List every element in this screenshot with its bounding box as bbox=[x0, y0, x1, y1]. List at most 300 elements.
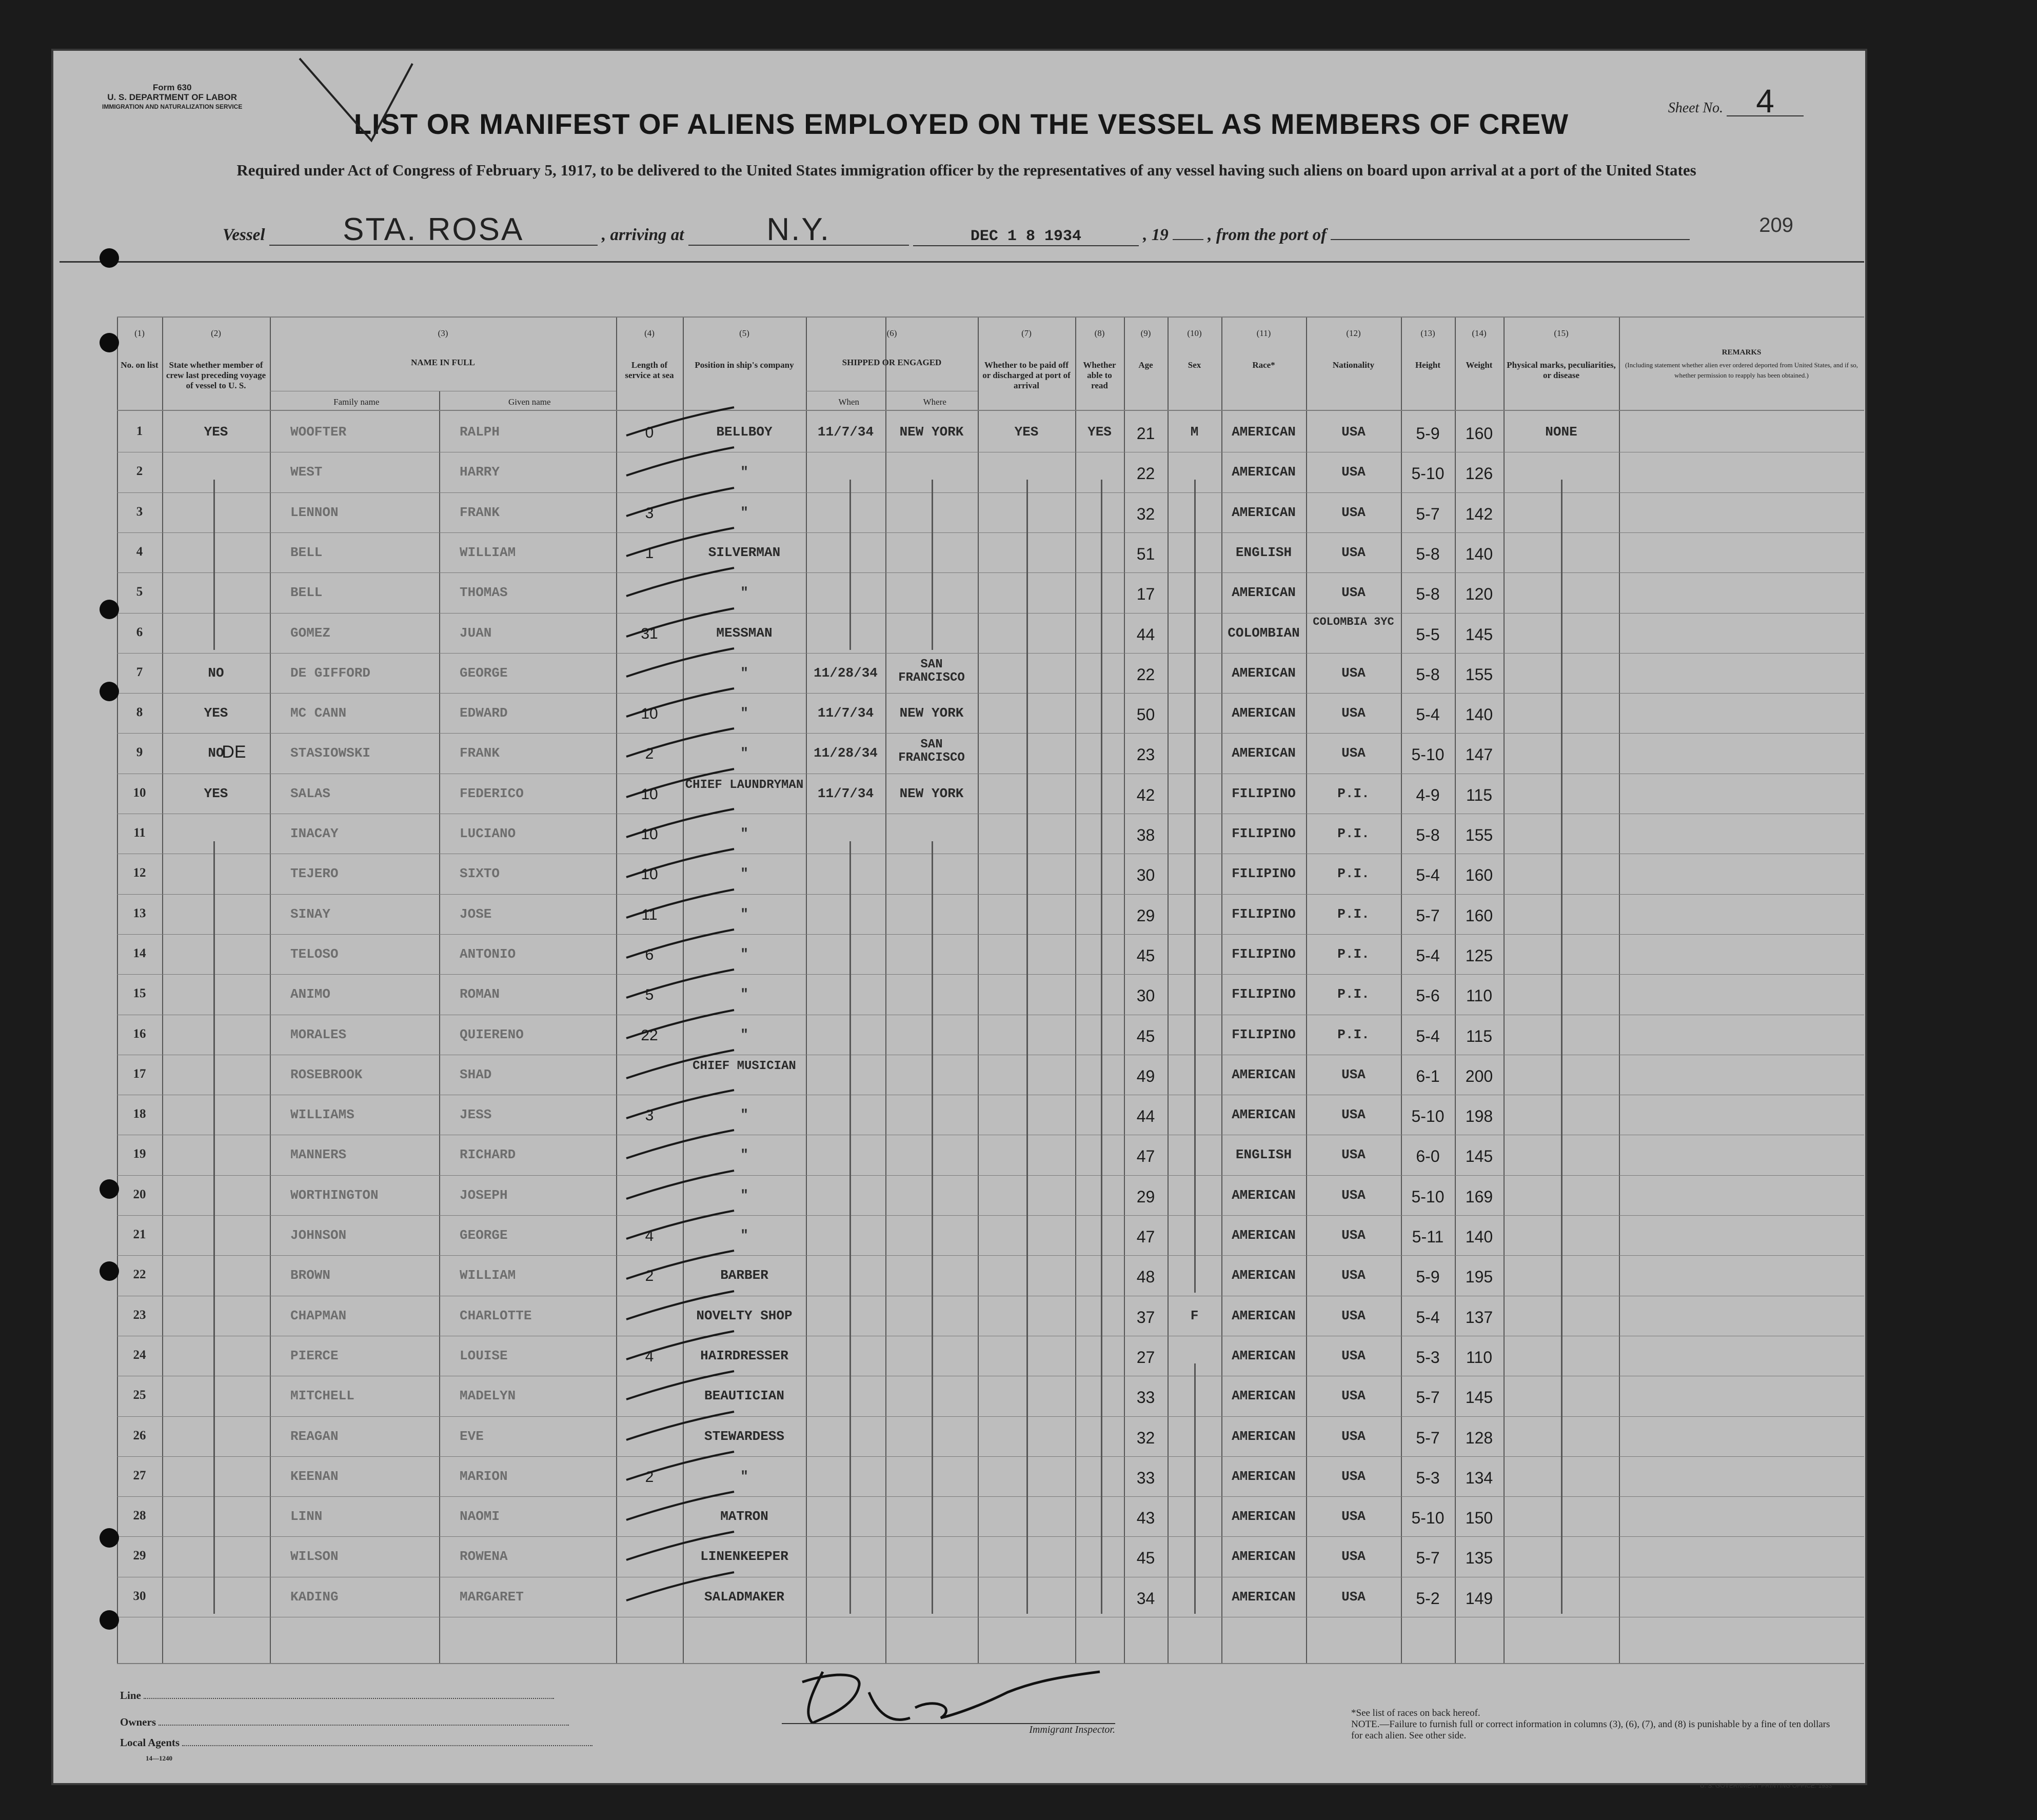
column-header: No. on list bbox=[121, 360, 159, 370]
cell-age: 30 bbox=[1136, 986, 1155, 1005]
cell-given: CHARLOTTE bbox=[460, 1308, 532, 1323]
row-rule bbox=[117, 1496, 1864, 1497]
cell-weight: 149 bbox=[1465, 1589, 1493, 1608]
checkoff-slash bbox=[616, 887, 749, 923]
cell-position: HAIRDRESSER bbox=[700, 1348, 788, 1363]
cell-nat: USA bbox=[1341, 745, 1366, 761]
cell-nat: USA bbox=[1341, 464, 1366, 480]
cell-given: RALPH bbox=[460, 424, 500, 440]
cell-weight: 140 bbox=[1465, 1228, 1493, 1246]
cell-nat: USA bbox=[1341, 1228, 1366, 1243]
cell-race: AMERICAN bbox=[1232, 1589, 1296, 1605]
cell-height: 5-4 bbox=[1416, 946, 1440, 965]
column-divider bbox=[162, 316, 163, 1663]
cell-race: FILIPINO bbox=[1232, 1026, 1296, 1042]
column-number: (12) bbox=[1346, 328, 1361, 338]
cell-family: LINN bbox=[290, 1509, 323, 1525]
cell-given: EVE bbox=[460, 1428, 484, 1444]
cell-position: " bbox=[740, 585, 748, 601]
cell-given: NAOMI bbox=[460, 1509, 500, 1525]
binder-hole bbox=[100, 333, 119, 352]
cell-given: MARION bbox=[460, 1468, 508, 1484]
column-number: (9) bbox=[1140, 328, 1151, 338]
line-label: Line bbox=[120, 1689, 141, 1702]
cell-no: 16 bbox=[133, 1026, 146, 1041]
cell-height: 5-9 bbox=[1416, 1268, 1440, 1287]
checkoff-slash bbox=[616, 1168, 749, 1204]
vessel-line bbox=[223, 212, 1690, 247]
cell-nat: P.I. bbox=[1337, 866, 1370, 882]
cell-height: 5-7 bbox=[1416, 504, 1440, 523]
cell-race: AMERICAN bbox=[1232, 504, 1296, 520]
cell-height: 5-10 bbox=[1411, 464, 1445, 483]
cell-race: AMERICAN bbox=[1232, 1509, 1296, 1525]
ditto-stroke bbox=[932, 480, 933, 650]
cell-height: 5-7 bbox=[1416, 1388, 1440, 1407]
cell-weight: 160 bbox=[1465, 866, 1493, 885]
binder-hole bbox=[100, 1179, 119, 1199]
cell-race: AMERICAN bbox=[1232, 1107, 1296, 1123]
ditto-stroke bbox=[1194, 1363, 1196, 1614]
cell-race: AMERICAN bbox=[1232, 1549, 1296, 1565]
line-blank bbox=[144, 1698, 554, 1699]
cell-prev: YES bbox=[204, 705, 228, 721]
binder-hole bbox=[100, 600, 119, 619]
cell-family: BROWN bbox=[290, 1268, 331, 1283]
cell-height: 6-0 bbox=[1416, 1147, 1440, 1166]
from-port-field bbox=[1331, 239, 1690, 240]
cell-service: 2 bbox=[645, 1468, 654, 1486]
cell-height: 5-4 bbox=[1416, 705, 1440, 724]
cell-given: WILLIAM bbox=[460, 1268, 516, 1283]
cell-given: QUIERENO bbox=[460, 1026, 524, 1042]
cell-where: NEW YORK bbox=[899, 705, 964, 721]
cell-family: BELL bbox=[290, 544, 323, 560]
cell-no: 24 bbox=[133, 1348, 146, 1362]
cell-height: 6-1 bbox=[1416, 1066, 1440, 1085]
cell-position: " bbox=[740, 504, 748, 520]
cell-no: 10 bbox=[133, 785, 146, 800]
cell-family: GOMEZ bbox=[290, 625, 331, 641]
cell-age: 22 bbox=[1136, 464, 1155, 483]
checkoff-slash bbox=[616, 525, 749, 561]
cell-where: SAN FRANCISCO bbox=[898, 738, 965, 765]
row-rule bbox=[117, 572, 1864, 573]
cell-prev: NO bbox=[208, 745, 224, 761]
cell-position: " bbox=[740, 1468, 748, 1484]
cell-age: 17 bbox=[1136, 585, 1155, 604]
cell-service: 3 bbox=[645, 1107, 654, 1124]
cell-family: CHAPMAN bbox=[290, 1308, 347, 1323]
checkoff-slash bbox=[616, 1289, 749, 1324]
cell-age: 37 bbox=[1136, 1308, 1155, 1327]
cell-where: SAN FRANCISCO bbox=[898, 657, 965, 685]
cell-weight: 115 bbox=[1466, 785, 1492, 804]
column-number: (11) bbox=[1256, 328, 1271, 338]
cell-service: 5 bbox=[645, 986, 654, 1004]
cell-nat: USA bbox=[1341, 1388, 1366, 1404]
sheet-no-value: 4 bbox=[1727, 87, 1804, 116]
cell-service: 10 bbox=[641, 705, 658, 723]
cell-where: NEW YORK bbox=[899, 424, 964, 440]
cell-height: 5-10 bbox=[1411, 1107, 1445, 1126]
cell-position: BARBER bbox=[720, 1268, 768, 1283]
cell-age: 30 bbox=[1136, 866, 1155, 885]
cell-race: FILIPINO bbox=[1232, 946, 1296, 962]
binder-hole bbox=[100, 1528, 119, 1548]
ditto-stroke bbox=[1101, 480, 1102, 1614]
row-rule bbox=[117, 894, 1864, 895]
cell-given: SIXTO bbox=[460, 866, 500, 882]
checkoff-slash bbox=[616, 927, 749, 963]
cell-family: ROSEBROOK bbox=[290, 1066, 363, 1082]
row-rule bbox=[117, 1416, 1864, 1417]
cell-height: 5-7 bbox=[1416, 1428, 1440, 1447]
races-note: *See list of races on back hereof. bbox=[1351, 1708, 1480, 1718]
column-header: Physical marks, peculiarities, or disease bbox=[1507, 360, 1616, 380]
cell-no: 28 bbox=[133, 1509, 146, 1523]
owners-label: Owners bbox=[120, 1716, 156, 1728]
cell-prev: YES bbox=[204, 785, 228, 801]
cell-age: 34 bbox=[1136, 1589, 1155, 1608]
column-header: Length of service at sea bbox=[625, 360, 674, 380]
cell-service: 4 bbox=[645, 1348, 654, 1365]
cell-nat: COLOMBIA 3YC bbox=[1313, 615, 1394, 628]
header-bottom-rule bbox=[117, 410, 1864, 411]
cell-age: 32 bbox=[1136, 504, 1155, 523]
cell-given: FRANK bbox=[460, 504, 500, 520]
column-divider bbox=[1168, 316, 1169, 1663]
cell-family: KADING bbox=[290, 1589, 339, 1605]
column-number: (5) bbox=[739, 328, 749, 338]
cell-race: AMERICAN bbox=[1232, 745, 1296, 761]
cell-no: 5 bbox=[136, 585, 143, 599]
cell-no: 30 bbox=[133, 1589, 146, 1603]
cell-no: 12 bbox=[133, 866, 146, 880]
cell-position: " bbox=[740, 1107, 748, 1123]
checkoff-slash bbox=[616, 1007, 749, 1043]
cell-position: BEAUTICIAN bbox=[704, 1388, 785, 1404]
cell-family: SINAY bbox=[290, 906, 331, 922]
cell-weight: 200 bbox=[1465, 1066, 1493, 1085]
column-header: Nationality bbox=[1332, 360, 1375, 370]
cell-no: 6 bbox=[136, 625, 143, 639]
cell-position: " bbox=[740, 705, 748, 721]
cell-weight: 145 bbox=[1465, 1388, 1493, 1407]
cell-given: JOSE bbox=[460, 906, 492, 922]
cell-weight: 195 bbox=[1465, 1268, 1493, 1287]
cell-weight: 169 bbox=[1465, 1187, 1493, 1206]
cell-service: 2 bbox=[645, 745, 654, 763]
column-number: (4) bbox=[644, 328, 655, 338]
cell-prev: NO bbox=[208, 665, 224, 681]
date-stamp: DEC 1 8 1934 bbox=[913, 228, 1139, 246]
cell-position: " bbox=[740, 906, 748, 922]
cell-race: AMERICAN bbox=[1232, 665, 1296, 681]
cell-no: 13 bbox=[133, 906, 146, 920]
cell-given: RICHARD bbox=[460, 1147, 516, 1163]
cell-weight: 120 bbox=[1465, 585, 1493, 604]
check-mark bbox=[294, 53, 428, 151]
row-rule bbox=[117, 492, 1864, 493]
row-rule bbox=[117, 653, 1864, 654]
cell-service: 10 bbox=[641, 826, 658, 843]
cell-nat: P.I. bbox=[1337, 785, 1370, 801]
checkoff-slash bbox=[616, 646, 749, 682]
cell-position: " bbox=[740, 665, 748, 681]
checkoff-slash bbox=[616, 967, 749, 1003]
cell-service: 1 bbox=[645, 544, 654, 562]
column-header: Sex bbox=[1188, 360, 1201, 370]
cell-height: 4-9 bbox=[1416, 785, 1440, 804]
cell-position: " bbox=[740, 946, 748, 962]
cell-position: " bbox=[740, 1147, 748, 1163]
cell-position: " bbox=[740, 866, 748, 882]
cell-nat: USA bbox=[1341, 1066, 1366, 1082]
cell-height: 5-10 bbox=[1411, 1187, 1445, 1206]
cell-height: 5-8 bbox=[1416, 665, 1440, 684]
cell-nat: P.I. bbox=[1337, 986, 1370, 1002]
cell-age: 51 bbox=[1136, 544, 1155, 563]
cell-nat: P.I. bbox=[1337, 906, 1370, 922]
checkoff-slash bbox=[616, 1529, 749, 1565]
cell-age: 33 bbox=[1136, 1388, 1155, 1407]
cell-given: LOUISE bbox=[460, 1348, 508, 1363]
cell-nat: USA bbox=[1341, 1147, 1366, 1163]
cell-family: JOHNSON bbox=[290, 1228, 347, 1243]
cell-position: " bbox=[740, 826, 748, 841]
cell-position: NOVELTY SHOP bbox=[696, 1308, 793, 1323]
cell-position: SILVERMAN bbox=[708, 544, 781, 560]
checkoff-slash bbox=[616, 1369, 749, 1404]
column-number: (3) bbox=[438, 328, 448, 338]
cell-race: FILIPINO bbox=[1232, 785, 1296, 801]
cell-race: ENGLISH bbox=[1235, 1147, 1292, 1163]
checkoff-slash bbox=[616, 806, 749, 842]
row-rule bbox=[117, 934, 1864, 935]
row-rule bbox=[117, 733, 1864, 734]
ditto-stroke bbox=[213, 841, 215, 1614]
manifest-sheet bbox=[51, 49, 1867, 1789]
cell-service: 10 bbox=[641, 785, 658, 803]
column-divider bbox=[270, 316, 271, 1663]
cell-nat: USA bbox=[1341, 1348, 1366, 1363]
inspector-label: Immigrant Inspector. bbox=[1029, 1724, 1115, 1735]
cell-weight: 115 bbox=[1466, 1026, 1492, 1045]
cell-family: WEST bbox=[290, 464, 323, 480]
cell-family: INACAY bbox=[290, 826, 339, 841]
owners-field bbox=[120, 1709, 592, 1735]
cell-nat: USA bbox=[1341, 544, 1366, 560]
cell-height: 5-3 bbox=[1416, 1468, 1440, 1487]
cell-service: 2 bbox=[645, 1268, 654, 1285]
cell-given: JESS bbox=[460, 1107, 492, 1123]
year-field bbox=[1173, 239, 1203, 240]
cell-weight: 145 bbox=[1465, 625, 1493, 644]
cell-nat: USA bbox=[1341, 1428, 1366, 1444]
cell-weight: 147 bbox=[1465, 745, 1493, 764]
cell-family: STASIOWSKI bbox=[290, 745, 371, 761]
cell-nat: USA bbox=[1341, 1268, 1366, 1283]
cell-given: GEORGE bbox=[460, 1228, 508, 1243]
cell-no: 8 bbox=[136, 705, 143, 720]
cell-position: " bbox=[740, 1228, 748, 1243]
column-number: (1) bbox=[134, 328, 145, 338]
column-header: Height bbox=[1415, 360, 1441, 370]
ditto-stroke bbox=[213, 480, 215, 650]
cell-weight: 150 bbox=[1465, 1509, 1493, 1528]
column-header: REMARKS bbox=[1722, 348, 1762, 357]
cell-age: 32 bbox=[1136, 1428, 1155, 1447]
binder-hole bbox=[100, 682, 119, 701]
penalty-note: NOTE.—Failure to furnish full or correct information in columns (3), (6), (7), and (8) is punishable by a fine of ten dollars for each alien. See other side. bbox=[1351, 1719, 1830, 1741]
cell-weight: 126 bbox=[1465, 464, 1493, 483]
cell-given: SHAD bbox=[460, 1066, 492, 1082]
owners-blank bbox=[159, 1725, 569, 1726]
cell-nat: USA bbox=[1341, 504, 1366, 520]
subcolumn-divider bbox=[885, 391, 886, 1663]
cell-nat: P.I. bbox=[1337, 1026, 1370, 1042]
cell-service: 0 bbox=[645, 424, 654, 441]
cell-age: 44 bbox=[1136, 625, 1155, 644]
cell-age: 22 bbox=[1136, 665, 1155, 684]
service-name: IMMIGRATION AND NATURALIZATION SERVICE bbox=[102, 103, 243, 110]
cell-nat: USA bbox=[1341, 705, 1366, 721]
row-rule bbox=[117, 1255, 1864, 1256]
cell-age: 29 bbox=[1136, 906, 1155, 925]
cell-marks: NONE bbox=[1545, 424, 1577, 440]
cell-race: AMERICAN bbox=[1232, 1228, 1296, 1243]
cell-given: ROMAN bbox=[460, 986, 500, 1002]
checkoff-slash bbox=[616, 846, 749, 882]
cell-no: 23 bbox=[133, 1308, 146, 1322]
cell-position: LINENKEEPER bbox=[700, 1549, 788, 1565]
row-rule bbox=[117, 613, 1864, 614]
cell-age: 27 bbox=[1136, 1348, 1155, 1367]
arriving-label: , arriving at bbox=[602, 226, 684, 244]
cell-race: AMERICAN bbox=[1232, 1187, 1296, 1203]
cell-race: FILIPINO bbox=[1232, 866, 1296, 882]
cell-nat: USA bbox=[1341, 665, 1366, 681]
cell-read: YES bbox=[1087, 424, 1112, 440]
cell-service: 4 bbox=[645, 1228, 654, 1244]
ditto-stroke bbox=[1026, 480, 1028, 1614]
column-subheader: When bbox=[838, 397, 860, 407]
cell-when: 11/28/34 bbox=[814, 665, 878, 681]
vessel-label: Vessel bbox=[223, 226, 265, 244]
arriving-port: N.Y. bbox=[688, 215, 909, 246]
cell-height: 5-4 bbox=[1416, 1026, 1440, 1045]
cell-race: AMERICAN bbox=[1232, 1308, 1296, 1323]
cell-weight: 134 bbox=[1465, 1468, 1493, 1487]
cell-race: FILIPINO bbox=[1232, 986, 1296, 1002]
header-top-rule bbox=[117, 316, 1864, 318]
cell-age: 42 bbox=[1136, 785, 1155, 804]
checkoff-slash bbox=[616, 1489, 749, 1525]
checkoff-slash bbox=[616, 726, 749, 762]
cell-service: 22 bbox=[641, 1026, 658, 1044]
checkoff-slash bbox=[616, 405, 749, 441]
cell-no: 19 bbox=[133, 1147, 146, 1161]
cell-height: 5-7 bbox=[1416, 1549, 1440, 1568]
column-divider bbox=[1619, 316, 1620, 1663]
column-divider bbox=[978, 316, 979, 1663]
checkoff-slash bbox=[616, 766, 749, 802]
cell-given: FRANK bbox=[460, 745, 500, 761]
form-number: Form 630 bbox=[152, 83, 192, 92]
cell-prev: YES bbox=[204, 424, 228, 440]
cell-no: 22 bbox=[133, 1268, 146, 1282]
cell-weight: 128 bbox=[1465, 1428, 1493, 1447]
cell-age: 44 bbox=[1136, 1107, 1155, 1126]
cell-sex: M bbox=[1190, 424, 1199, 440]
cell-family: WORTHINGTON bbox=[290, 1187, 379, 1203]
cell-weight: 137 bbox=[1465, 1308, 1493, 1327]
cell-no: 26 bbox=[133, 1428, 146, 1442]
checkoff-slash bbox=[616, 1208, 749, 1244]
column-number: (7) bbox=[1021, 328, 1032, 338]
cell-height: 5-4 bbox=[1416, 1308, 1440, 1327]
cell-no: 14 bbox=[133, 946, 146, 960]
cell-height: 5-7 bbox=[1416, 906, 1440, 925]
cell-height: 5-5 bbox=[1416, 625, 1440, 644]
cell-family: REAGAN bbox=[290, 1428, 339, 1444]
cell-when: 11/7/34 bbox=[817, 785, 874, 801]
cell-weight: 140 bbox=[1465, 544, 1493, 563]
cell-service: 10 bbox=[641, 866, 658, 883]
column-subheader: Family name bbox=[333, 397, 380, 407]
cell-no: 9 bbox=[136, 745, 143, 760]
inspector-signature bbox=[792, 1661, 1151, 1733]
cell-age: 43 bbox=[1136, 1509, 1155, 1528]
cell-age: 33 bbox=[1136, 1468, 1155, 1487]
cell-height: 5-6 bbox=[1416, 986, 1440, 1005]
row-rule bbox=[117, 1175, 1864, 1176]
cell-position: BELLBOY bbox=[716, 424, 773, 440]
cell-race: AMERICAN bbox=[1232, 1348, 1296, 1363]
cell-service: 31 bbox=[641, 625, 658, 642]
cell-family: LENNON bbox=[290, 504, 339, 520]
ditto-stroke bbox=[1194, 480, 1196, 1292]
cell-when: 11/28/34 bbox=[814, 745, 878, 761]
printer-imprint: U. S. GOVERNMENT PRINTING OFFICE: 1933 bbox=[1700, 1782, 1832, 1789]
cell-given: LUCIANO bbox=[460, 826, 516, 841]
cell-family: MORALES bbox=[290, 1026, 347, 1042]
crew-table bbox=[60, 261, 1864, 1666]
ditto-stroke bbox=[932, 841, 933, 1614]
cell-weight: 198 bbox=[1465, 1107, 1493, 1126]
cell-given: JUAN bbox=[460, 625, 492, 641]
cell-sex: F bbox=[1190, 1308, 1199, 1323]
cell-no: 17 bbox=[133, 1066, 146, 1081]
cell-given: WILLIAM bbox=[460, 544, 516, 560]
cell-family: TELOSO bbox=[290, 946, 339, 962]
cell-no: 3 bbox=[136, 504, 143, 519]
cell-age: 29 bbox=[1136, 1187, 1155, 1206]
cell-nat: USA bbox=[1341, 1589, 1366, 1605]
row-rule bbox=[117, 1215, 1864, 1216]
department-name: U. S. DEPARTMENT OF LABOR bbox=[107, 92, 238, 102]
agents-blank bbox=[182, 1745, 592, 1746]
cell-given: THOMAS bbox=[460, 585, 508, 601]
cell-height: 5-8 bbox=[1416, 585, 1440, 604]
column-number: (13) bbox=[1420, 328, 1435, 338]
cell-family: PIERCE bbox=[290, 1348, 339, 1363]
cell-no: 21 bbox=[133, 1228, 146, 1241]
footer-notes bbox=[1351, 1708, 1838, 1742]
checkoff-slash bbox=[616, 1449, 749, 1485]
cell-age: 23 bbox=[1136, 745, 1155, 764]
